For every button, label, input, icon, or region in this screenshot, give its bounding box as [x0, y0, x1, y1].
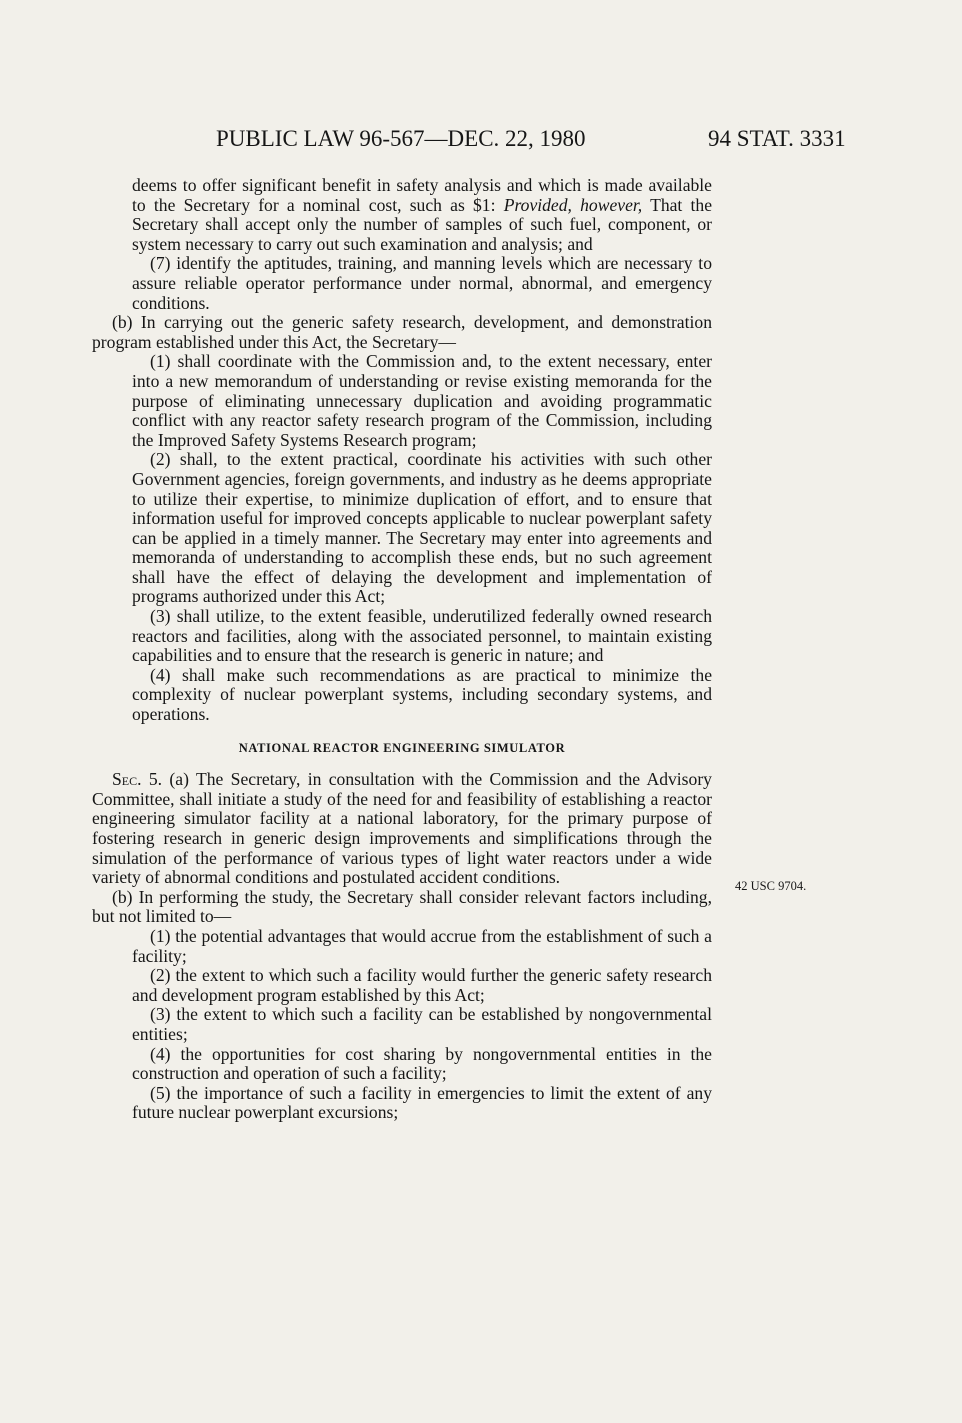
paragraph-section-5b: (b) In performing the study, the Secretary shall consider relevant factors including, but not limited to—	[92, 886, 712, 927]
paragraph-factor-3: (3) the extent to which such a facility can be established by nongovernmental entities;	[132, 1004, 712, 1044]
paragraph-subsection-b: (b) In carrying out the generic safety research, development, and demonstration program established under this Act, the Secretary—	[92, 312, 712, 352]
text-span: (a) The Secretary, in consultation with the Commission and the Advisory Committee, shall initiate a study of the need for and feasibility of establishing a reactor engineering simulator facility at a national laboratory, for the primary purpose of fostering research in generic design improvements and simplifications through the simulation of the performance of various types of light water reactors under a wide variety of abnormal conditions and postulated accident conditions.	[92, 769, 712, 888]
italic-proviso: Provided, however,	[503, 194, 643, 215]
section-heading: NATIONAL REACTOR ENGINEERING SIMULATOR	[238, 740, 566, 755]
paragraph-item-2: (2) shall, to the extent practical, coordinate his activities with such other Government agencies, foreign governments, and industry as he deems appropriate to utilize their expertise, to minimize duplication of effort, and to ensure that information useful for improved concepts applicable to nuclear powerplant safety can be applied in a timely manner. The Secretary may enter into agreements and memoranda of understanding to accomplish these ends, but no such agreement shall have the effect of delaying the development and implementation of programs authorized under this Act;	[132, 449, 712, 607]
paragraph-item-3: (3) shall utilize, to the extent feasible, underutilized federally owned research reactors and facilities, along with the associated personnel, to maintain existing capabilities and to ensure that the research is generic in nature; and	[132, 606, 712, 666]
paragraph-item-7: (7) identify the aptitudes, training, and manning levels which are necessary to assure reliable operator performance under normal, abnormal, and emergency conditions.	[132, 253, 712, 313]
paragraph-factor-1: (1) the potential advantages that would accrue from the establishment of such a facility;	[132, 925, 712, 966]
paragraph-continuation	[92, 176, 712, 254]
header-stat-page: 94 STAT. 3331	[708, 126, 846, 151]
text-span: That the Secretary shall accept only the number of samples of such fuel, component, or system necessary to carry out such examination and analysis; and	[132, 194, 712, 254]
paragraph-item-1: (1) shall coordinate with the Commission and, to the extent necessary, enter into a new memorandum of understanding or revise existing memoranda for the purpose of eliminating unnecessary duplication and avoiding programmatic conflict with any reactor safety research program of the Commission, including the Improved Safety Systems Research program;	[132, 351, 712, 450]
paragraph-item-4: (4) shall make such recommendations as are practical to minimize the complexity of nuclear powerplant systems, including secondary systems, and operations.	[132, 664, 712, 725]
header-public-law: PUBLIC LAW 96-567—DEC. 22, 1980	[216, 126, 586, 151]
body-text	[92, 176, 712, 1123]
paragraph-factor-5: (5) the importance of such a facility in emergencies to limit the extent of any future nuclear powerplant excursions;	[132, 1082, 712, 1123]
paragraph-factor-2: (2) the extent to which such a facility would further the generic safety research and development program established by this Act;	[132, 965, 712, 1005]
paragraph-section-5a	[92, 770, 712, 888]
page-header	[0, 126, 962, 160]
text-span: deems to offer significant benefit in safety analysis and which is made available to the Secretary for a nominal cost, such as $1:	[132, 175, 712, 215]
margin-citation: 42 USC 9704.	[735, 879, 807, 893]
paragraph-factor-4: (4) the opportunities for cost sharing by nongovernmental entities in the construction and operation of such a facility;	[132, 1043, 712, 1084]
section-label: Sec. 5.	[112, 769, 163, 790]
